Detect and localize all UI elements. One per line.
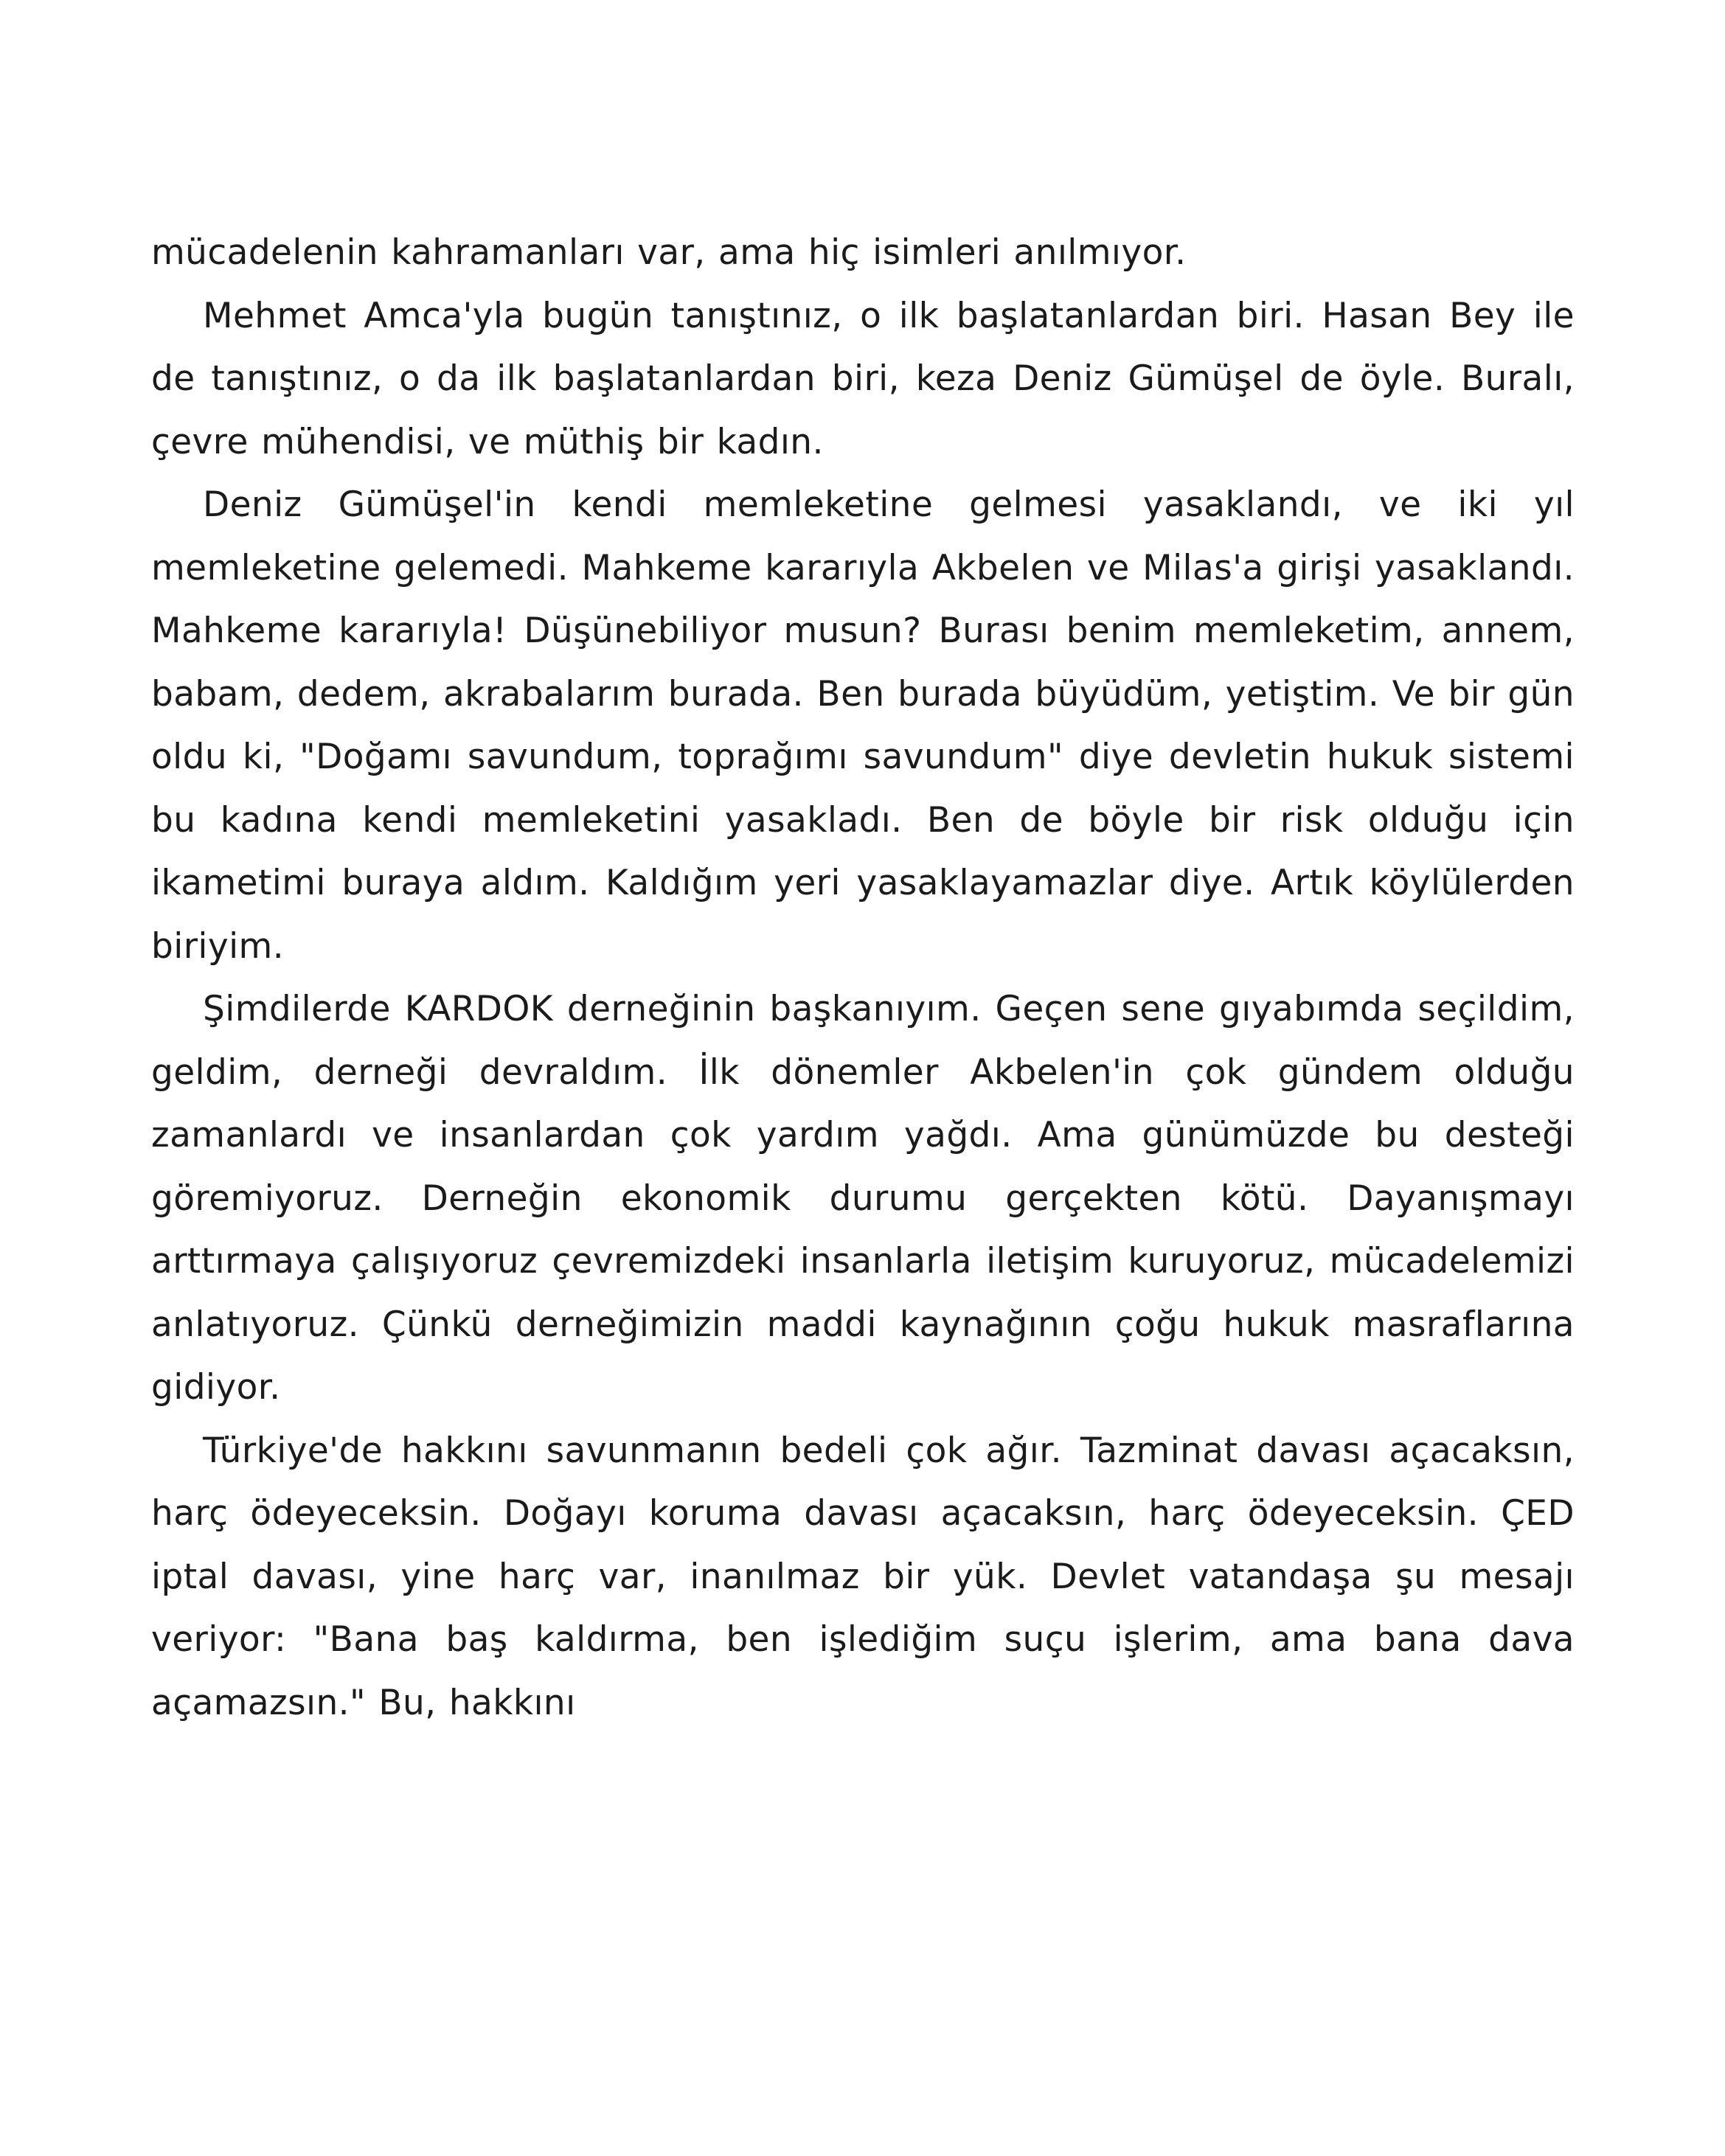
paragraph-legal-costs: Türkiye'de hakkını savunmanın bedeli çok ağır. Tazminat davası açacaksın, harç ödeyeceksin. Doğayı koruma davası açacaksın, harç ödeyeceksin. ÇED iptal davası, yine harç var, inanılmaz bir yük. Devlet vatandaşa şu mesajı veriyor: "Bana baş kaldırma, ben işlediğim suçu işlerim, ama bana dava açamazsın." Bu, hakkını	[151, 1430, 1575, 1723]
paragraph-ban: Deniz Gümüşel'in kendi memleketine gelmesi yasaklandı, ve iki yıl memleketine gelemedi. Mahkeme kararıyla Akbelen ve Milas'a girişi yasaklandı. Mahkeme kararıyla! Düşünebiliyor musun? Burası benim memleketim, annem, babam, dedem, akrabalarım burada. Ben burada büyüdüm, yetiştim. Ve bir gün oldu ki, "Doğamı savundum, toprağımı savundum" diye devletin hukuk sistemi bu kadına kendi memleketini yasakladı. Ben de böyle bir risk olduğu için ikametimi buraya aldım. Kaldığım yeri yasaklayamazlar diye. Artık köylülerden biriyim.	[151, 484, 1575, 967]
paragraph-continuation: mücadelenin kahramanları var, ama hiç isimleri anılmıyor.	[151, 232, 1187, 273]
paragraph-kardok: Şimdilerde KARDOK derneğinin başkanıyım. Geçen sene gıyabımda seçildim, geldim, derneği devraldım. İlk dönemler Akbelen'in çok gündem olduğu zamanlardı ve insanlardan çok yardım yağdı. Ama günümüzde bu desteği göremiyoruz. Derneğin ekonomik durumu gerçekten kötü. Dayanışmayı arttırmaya çalışıyoruz çevremizdeki insanlarla iletişim kuruyoruz, mücadelemizi anlatıyoruz. Çünkü derneğimizin maddi kaynağının çoğu hukuk masraflarına gidiyor.	[151, 989, 1575, 1408]
handwritten-text-block	[151, 221, 1575, 1734]
paragraph-founders: Mehmet Amca'yla bugün tanıştınız, o ilk başlatanlardan biri. Hasan Bey ile de tanıştınız, o da ilk başlatanlardan biri, keza Deniz Gümüşel de öyle. Buralı, çevre mühendisi, ve müthiş bir kadın.	[151, 295, 1575, 462]
